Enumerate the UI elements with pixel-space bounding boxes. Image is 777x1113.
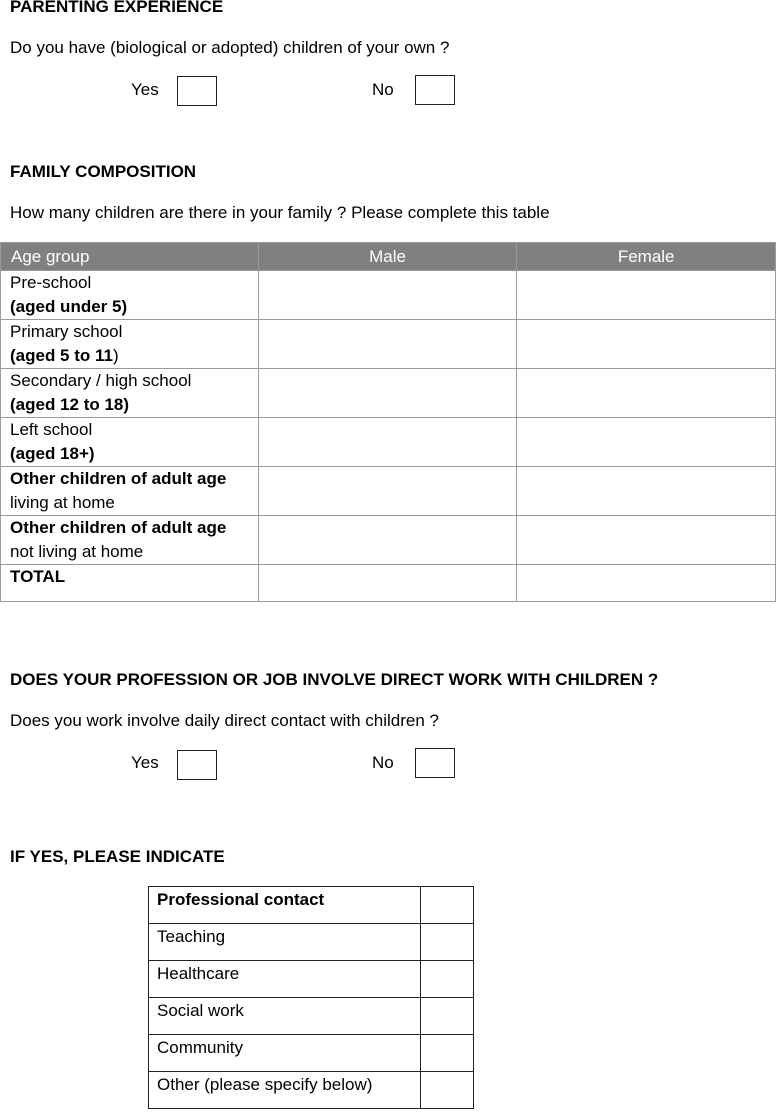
- age-group-range: (aged under 5): [10, 297, 128, 316]
- age-group-cell: [1, 467, 259, 516]
- professional-contact-header: Professional contact: [149, 887, 421, 924]
- male-count-cell[interactable]: [258, 320, 517, 369]
- male-count-cell[interactable]: [258, 418, 517, 467]
- age-group-cell: [1, 369, 259, 418]
- contact-type-community: Community: [149, 1035, 421, 1072]
- community-check-cell[interactable]: [421, 1035, 474, 1072]
- work-heading: DOES YOUR PROFESSION OR JOB INVOLVE DIRECT WORK WITH CHILDREN ?: [10, 670, 659, 689]
- family-question: How many children are there in your family ? Please complete this table: [10, 203, 550, 222]
- age-group-range: (aged 12 to 18): [10, 395, 130, 414]
- table-row: [1, 467, 776, 516]
- total-row: [1, 565, 776, 602]
- age-group-range: (aged 5 to 11: [10, 346, 113, 365]
- female-count-cell[interactable]: [517, 516, 776, 565]
- parenting-heading: PARENTING EXPERIENCE: [10, 0, 224, 16]
- parenting-no-checkbox[interactable]: [415, 75, 455, 105]
- total-label-cell: [1, 565, 259, 602]
- age-group-range: (aged 18+): [10, 444, 95, 463]
- age-group-label: Primary school: [10, 322, 123, 341]
- parenting-no-label: No: [372, 80, 394, 99]
- contact-type-other: Other (please specify below): [149, 1072, 421, 1109]
- column-header-female: Female: [517, 243, 776, 271]
- column-header-age-group: Age group: [1, 243, 259, 271]
- male-total-cell[interactable]: [258, 565, 517, 602]
- table-header-row: [1, 243, 776, 271]
- professional-contact-table: [148, 886, 474, 1109]
- parenting-yes-label: Yes: [131, 80, 159, 99]
- age-group-detail: not living at home: [10, 542, 144, 561]
- work-no-checkbox[interactable]: [415, 748, 455, 778]
- professional-contact-header-cell: [421, 887, 474, 924]
- male-count-cell[interactable]: [258, 271, 517, 320]
- other-check-cell[interactable]: [421, 1072, 474, 1109]
- social-work-check-cell[interactable]: [421, 998, 474, 1035]
- table-row: [149, 887, 474, 924]
- table-row: [149, 961, 474, 998]
- female-count-cell[interactable]: [517, 418, 776, 467]
- parenting-yes-checkbox[interactable]: [177, 76, 217, 106]
- female-count-cell[interactable]: [517, 467, 776, 516]
- table-row: [149, 1035, 474, 1072]
- family-heading: FAMILY COMPOSITION: [10, 162, 197, 181]
- female-count-cell[interactable]: [517, 271, 776, 320]
- work-no-label: No: [372, 753, 394, 772]
- table-row: [1, 320, 776, 369]
- age-group-label: Other children of adult age: [10, 469, 227, 488]
- parenting-question: Do you have (biological or adopted) children of your own ?: [10, 38, 450, 57]
- age-group-label: Other children of adult age: [10, 518, 227, 537]
- female-count-cell[interactable]: [517, 320, 776, 369]
- total-label: TOTAL: [10, 567, 66, 586]
- table-row: [1, 369, 776, 418]
- family-table: [0, 242, 776, 602]
- age-group-cell: [1, 320, 259, 369]
- contact-type-teaching: Teaching: [149, 924, 421, 961]
- contact-type-healthcare: Healthcare: [149, 961, 421, 998]
- female-total-cell[interactable]: [517, 565, 776, 602]
- age-group-cell: [1, 516, 259, 565]
- table-row: [149, 998, 474, 1035]
- column-header-male: Male: [258, 243, 517, 271]
- contact-type-social-work: Social work: [149, 998, 421, 1035]
- age-group-label: Pre-school: [10, 273, 92, 292]
- indicate-heading: IF YES, PLEASE INDICATE: [10, 847, 225, 866]
- male-count-cell[interactable]: [258, 516, 517, 565]
- male-count-cell[interactable]: [258, 369, 517, 418]
- age-group-cell: [1, 418, 259, 467]
- teaching-check-cell[interactable]: [421, 924, 474, 961]
- work-question: Does you work involve daily direct contact with children ?: [10, 711, 439, 730]
- age-group-range-suffix: ): [112, 346, 119, 365]
- work-yes-label: Yes: [131, 753, 159, 772]
- age-group-detail: living at home: [10, 493, 115, 512]
- age-group-label: Secondary / high school: [10, 371, 192, 390]
- table-row: [1, 418, 776, 467]
- age-group-label: Left school: [10, 420, 93, 439]
- table-row: [1, 271, 776, 320]
- work-yes-checkbox[interactable]: [177, 750, 217, 780]
- female-count-cell[interactable]: [517, 369, 776, 418]
- age-group-cell: [1, 271, 259, 320]
- healthcare-check-cell[interactable]: [421, 961, 474, 998]
- male-count-cell[interactable]: [258, 467, 517, 516]
- table-row: [149, 1072, 474, 1109]
- table-row: [1, 516, 776, 565]
- table-row: [149, 924, 474, 961]
